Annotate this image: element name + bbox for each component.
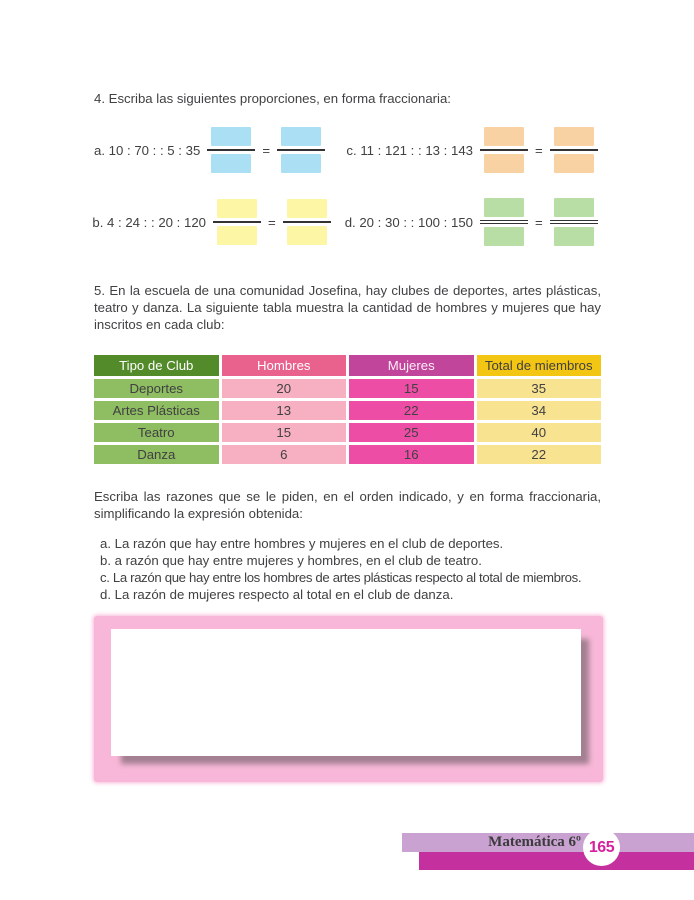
questions-list: [100, 535, 601, 603]
fraction-denominator-box[interactable]: [554, 227, 594, 246]
fraction-denominator-box[interactable]: [287, 226, 327, 245]
question-item-c: c. La razón que hay entre los hombres de artes plásticas respecto al total de miembros.: [100, 570, 582, 585]
table-header-row: [94, 355, 601, 376]
fraction-numerator-box[interactable]: [217, 199, 257, 218]
proportion-label: c. 11 : 121 : : 13 : 143: [346, 142, 473, 158]
table-cell: 16: [349, 445, 474, 464]
table-row: [94, 445, 601, 464]
table-row: [94, 423, 601, 442]
table-cell: 6: [222, 445, 347, 464]
table-cell: Danza: [94, 445, 219, 464]
exercise5-intro: 5. En la escuela de una comunidad Josefina, hay clubes de deportes, artes plásticas, teatro y danza. La siguiente tabla muestra la cantidad de hombres y mujeres que hay inscritos en cada club:: [94, 283, 601, 332]
fraction-numerator-box[interactable]: [287, 199, 327, 218]
fraction-denominator-box[interactable]: [484, 227, 524, 246]
question-item-d: d. La razón de mujeres respecto al total en el club de danza.: [100, 587, 454, 602]
question-item-b: b. a razón que hay entre mujeres y hombres, en el club de teatro.: [100, 553, 482, 568]
equals-sign: =: [535, 214, 543, 230]
fraction-numerator-box[interactable]: [484, 127, 524, 146]
table-header-hombres: Hombres: [222, 355, 347, 376]
fraction-bar: [550, 149, 598, 151]
footer-magenta-bar: [419, 852, 694, 870]
proportion-item-d: [323, 198, 601, 246]
table-cell: 35: [477, 379, 602, 398]
fraction-numerator-box[interactable]: [281, 127, 321, 146]
proportion-item-c: [323, 127, 601, 173]
table-header-tipo-de-club: Tipo de Club: [94, 355, 219, 376]
fraction-bar: [207, 149, 255, 151]
clubs-table: [91, 352, 604, 467]
fraction-bar: [213, 221, 261, 223]
answer-writing-area[interactable]: [111, 629, 581, 756]
page-number-badge: [583, 829, 620, 866]
answer-frame: [94, 616, 603, 782]
fraction-numerator-box[interactable]: [484, 198, 524, 217]
fraction-answer-group: [213, 199, 331, 245]
proportion-item-a: [94, 127, 323, 173]
proportion-item-b: [94, 198, 323, 246]
proportions-grid: [94, 127, 601, 246]
table-cell: 25: [349, 423, 474, 442]
fraction-denominator-box[interactable]: [211, 154, 251, 173]
fraction-numerator-box[interactable]: [211, 127, 251, 146]
equals-sign: =: [262, 142, 271, 158]
table-cell: 15: [349, 379, 474, 398]
table-cell: Deportes: [94, 379, 219, 398]
fraction-denominator-box[interactable]: [281, 154, 321, 173]
fraction-slot[interactable]: [207, 127, 255, 173]
fraction-numerator-box[interactable]: [554, 127, 594, 146]
fraction-answer-group: [480, 127, 598, 173]
table-cell: 22: [349, 401, 474, 420]
fraction-denominator-box[interactable]: [554, 154, 594, 173]
fraction-answer-group: [480, 198, 598, 246]
table-cell: 40: [477, 423, 602, 442]
proportion-label: b. 4 : 24 : : 20 : 120: [92, 214, 206, 230]
table-cell: 20: [222, 379, 347, 398]
exercise4-title: 4. Escriba las siguientes proporciones, en forma fraccionaria:: [94, 91, 451, 106]
table-header-total: Total de miembros: [477, 355, 602, 376]
equals-sign: =: [535, 142, 543, 158]
book-title: Matemática 6º: [488, 834, 581, 850]
fraction-bar: [550, 220, 598, 224]
fraction-answer-group: [207, 127, 325, 173]
table-cell: 15: [222, 423, 347, 442]
fraction-slot[interactable]: [480, 198, 528, 246]
fraction-slot[interactable]: [480, 127, 528, 173]
table-row: [94, 379, 601, 398]
fraction-numerator-box[interactable]: [554, 198, 594, 217]
table-header-mujeres: Mujeres: [349, 355, 474, 376]
proportion-label: d. 20 : 30 : : 100 : 150: [344, 214, 473, 230]
fraction-bar: [480, 220, 528, 224]
fraction-denominator-box[interactable]: [484, 154, 524, 173]
table-cell: Artes Plásticas: [94, 401, 219, 420]
table-cell: 22: [477, 445, 602, 464]
proportion-label: a. 10 : 70 : : 5 : 35: [94, 142, 201, 158]
equals-sign: =: [268, 214, 276, 230]
fraction-slot[interactable]: [213, 199, 261, 245]
razones-instructions: Escriba las razones que se le piden, en el orden indicado, y en forma fraccionaria, simplificando la expresión obtenida:: [94, 489, 601, 521]
fraction-denominator-box[interactable]: [217, 226, 257, 245]
fraction-slot[interactable]: [550, 198, 598, 246]
fraction-slot[interactable]: [277, 127, 325, 173]
fraction-bar: [277, 149, 325, 151]
page-number: 165: [588, 838, 615, 856]
table-row: [94, 401, 601, 420]
fraction-slot[interactable]: [550, 127, 598, 173]
table-cell: Teatro: [94, 423, 219, 442]
fraction-bar: [480, 149, 528, 151]
table-cell: 13: [222, 401, 347, 420]
table-cell: 34: [477, 401, 602, 420]
question-item-a: a. La razón que hay entre hombres y mujeres en el club de deportes.: [100, 536, 504, 551]
